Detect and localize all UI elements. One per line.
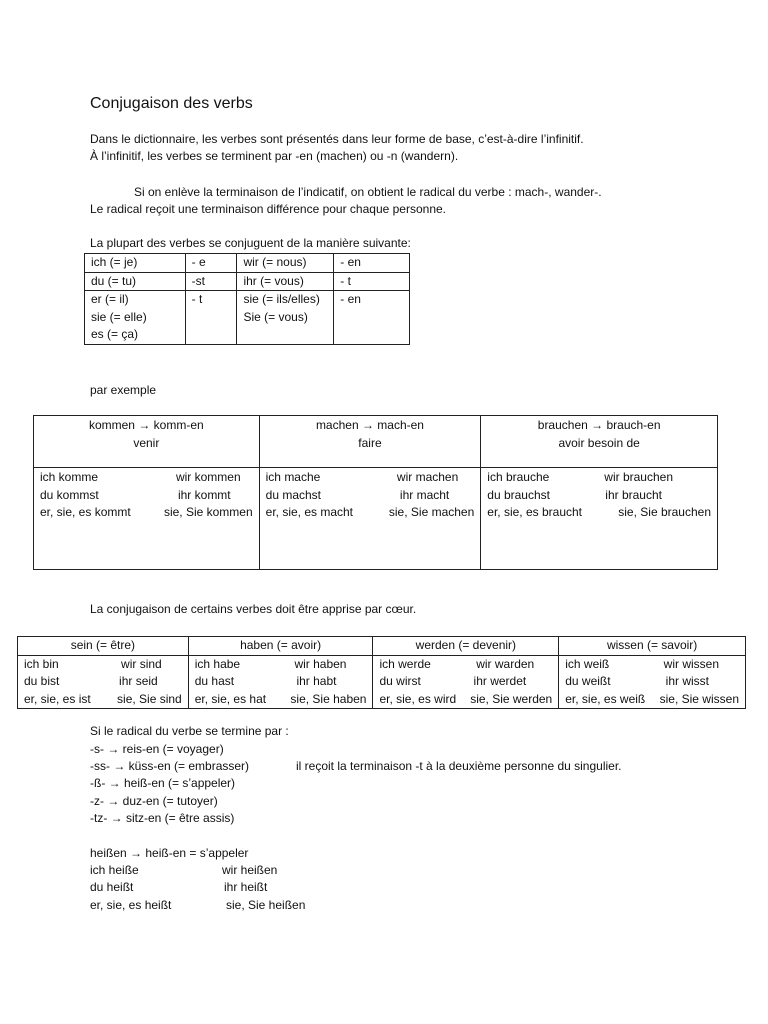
ending-cell: -st [185,272,237,291]
example-head-machen: machen → mach-en faire [259,416,481,468]
table-row [85,291,410,345]
exemple-label: par exemple [90,383,157,397]
pronoun-cell: sie (= ils/elles) Sie (= vous) [237,291,334,345]
irregular-body-haben: ich habe wir haben du hast ihr habt er, sie, es hat sie, Sie haben [188,655,373,709]
page-title: Conjugaison des verbs [90,95,253,112]
heissen-head: heißen → heiß-en = s’appeler [90,846,249,860]
radical-rule-intro: Si le radical du verbe se termine par : [90,724,289,738]
pronoun-cell: du (= tu) [85,272,186,291]
table-row [85,272,410,291]
ending-cell: - e [185,254,237,273]
radical-rule-item: -ss- → küss-en (= embrasser) [90,759,250,773]
pronoun-cell: er (= il) sie (= elle) es (= ça) [85,291,186,345]
table-row [18,637,746,656]
irregular-head-sein: sein (= être) [18,637,189,656]
irregular-body-werden: ich werde wir warden du wirst ihr werdet er, sie, es wird sie, Sie werden [373,655,559,709]
irregular-head-werden: werden (= devenir) [373,637,559,656]
irregular-head-wissen: wissen (= savoir) [559,637,746,656]
radical-rule-item: -tz- → sitz-en (= être assis) [90,811,235,825]
endings-table [84,253,410,345]
heissen-form: ich heiße [90,863,139,877]
heissen-form: du heißt [90,880,134,894]
table-row [85,254,410,273]
table-row [34,416,718,468]
radical-rule-note: il reçoit la terminaison -t à la deuxième personne du singulier. [296,759,622,773]
heissen-form: er, sie, es heißt [90,898,172,912]
irregular-body-sein: ich bin wir sind du bist ihr seid er, sie, es ist sie, Sie sind [18,655,189,709]
example-head-kommen: kommen → komm-en venir [34,416,260,468]
irregular-body-wissen: ich weiß wir wissen du weißt ihr wisst er, sie, es weiß sie, Sie wissen [559,655,746,709]
intro-line-2: À l’infinitif, les verbes se terminent par -en (machen) ou -n (wandern). [90,149,459,163]
table-row [34,468,718,570]
heissen-form: ihr heißt [224,880,268,894]
example-body-machen: ich mache wir machen du machst ihr macht er, sie, es macht sie, Sie machen [259,468,481,570]
radical-line-2: Le radical reçoit une terminaison différence pour chaque personne. [90,202,447,216]
radical-rule-item: -s- → reis-en (= voyager) [90,742,224,756]
ending-cell: - t [334,272,410,291]
heissen-form: wir heißen [222,863,278,877]
radical-line-1: Si on enlève la terminaison de l’indicatif, on obtient le radical du verbe : mach-, wander-. [134,185,602,199]
irregular-table [17,636,746,709]
pronoun-cell: ihr (= vous) [237,272,334,291]
ending-cell: - en [334,254,410,273]
heissen-form: sie, Sie heißen [226,898,306,912]
ending-cell: - en [334,291,410,345]
example-head-brauchen: brauchen → brauch-en avoir besoin de [481,416,718,468]
irregular-intro: La conjugaison de certains verbes doit être apprise par cœur. [90,602,417,616]
radical-rule-item: -z- → duz-en (= tutoyer) [90,794,218,808]
radical-rule-item: -ß- → heiß-en (= s’appeler) [90,776,236,790]
example-body-brauchen: ich brauche wir brauchen du brauchst ihr braucht er, sie, es braucht sie, Sie brauchen [481,468,718,570]
ending-cell: - t [185,291,237,345]
irregular-head-haben: haben (= avoir) [188,637,373,656]
examples-table [33,415,718,570]
pronoun-cell: wir (= nous) [237,254,334,273]
example-body-kommen: ich komme wir kommen du kommst ihr kommt er, sie, es kommt sie, Sie kommen [34,468,260,570]
table-row [18,655,746,709]
plupart-intro: La plupart des verbes se conjuguent de la manière suivante: [90,236,411,250]
pronoun-cell: ich (= je) [85,254,186,273]
intro-line-1: Dans le dictionnaire, les verbes sont présentés dans leur forme de base, c’est-à-dire l’infinitif. [90,132,584,146]
